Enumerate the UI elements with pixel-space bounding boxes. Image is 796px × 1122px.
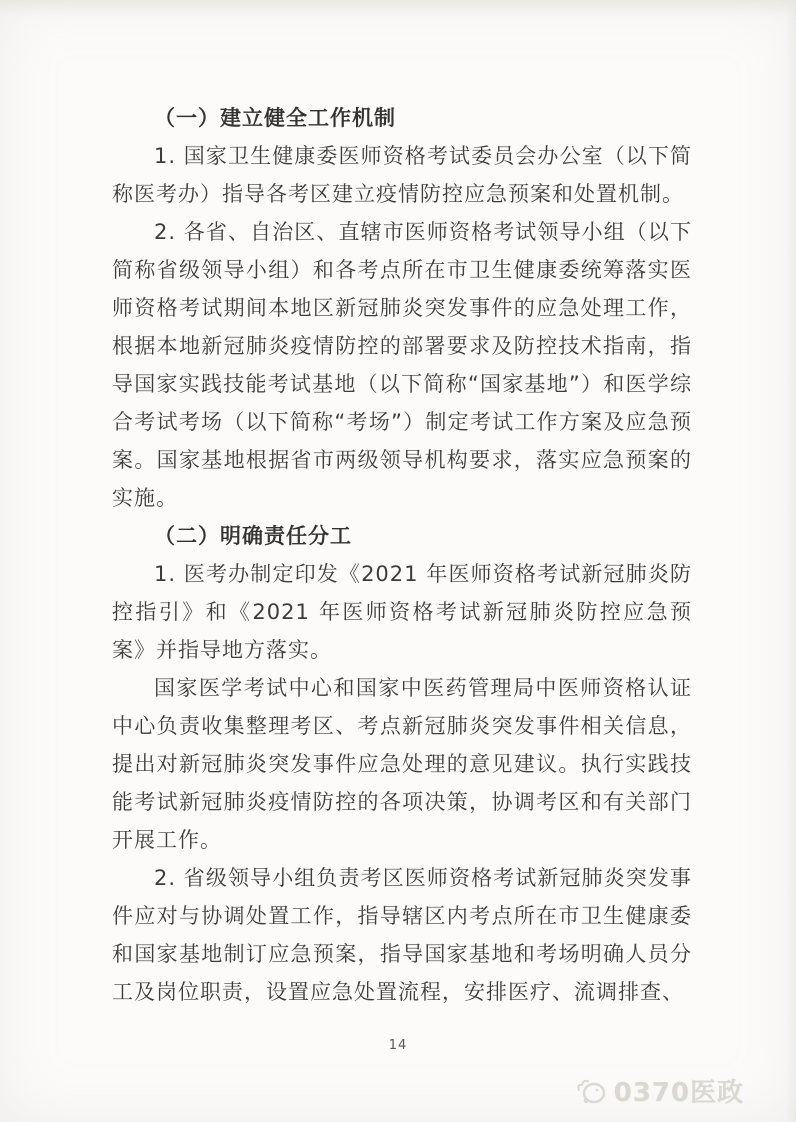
section-heading-1: （一）建立健全工作机制	[154, 106, 396, 130]
watermark-text: 0370医政	[613, 1078, 744, 1108]
paragraph-5: 2. 省级领导小组负责考区医师资格考试新冠肺炎突发事件应对与协调处置工作，指导辖区内考点所在市卫生健康委和国家基地制订应急预案，指导国家基地和考场明确人员分工及岗位职责，设置应急处置流程，安排医疗、流调排查、	[112, 866, 692, 1004]
section-heading-2: （二）明确责任分工	[154, 524, 352, 548]
document-body	[112, 99, 692, 1011]
page-number: 14	[388, 1038, 408, 1053]
paragraph-4: 国家医学考试中心和国家中医药管理局中医师资格认证中心负责收集整理考区、考点新冠肺炎突发事件相关信息，提出对新冠肺炎突发事件应急处理的意见建议。执行实践技能考试新冠肺炎疫情防控的各项决策，协调考区和有关部门开展工作。	[112, 676, 692, 852]
mascot-logo-icon	[573, 1076, 607, 1106]
watermark	[573, 1072, 744, 1109]
paragraph-3: 1. 医考办制定印发《2021 年医师资格考试新冠肺炎防控指引》和《2021 年医师资格考试新冠肺炎防控应急预案》并指导地方落实。	[112, 562, 692, 662]
paragraph-1: 1. 国家卫生健康委医师资格考试委员会办公室（以下简称医考办）指导各考区建立疫情防控应急预案和处置机制。	[112, 144, 692, 206]
paragraph-2: 2. 各省、自治区、直辖市医师资格考试领导小组（以下简称省级领导小组）和各考点所在市卫生健康委统筹落实医师资格考试期间本地区新冠肺炎突发事件的应急处理工作，根据本地新冠肺炎疫情防控的部署要求及防控技术指南，指导国家实践技能考试基地（以下简称“国家基地”）和医学综合考试考场（以下简称“考场”）制定考试工作方案及应急预案。国家基地根据省市两级领导机构要求，落实应急预案的实施。	[112, 220, 692, 510]
